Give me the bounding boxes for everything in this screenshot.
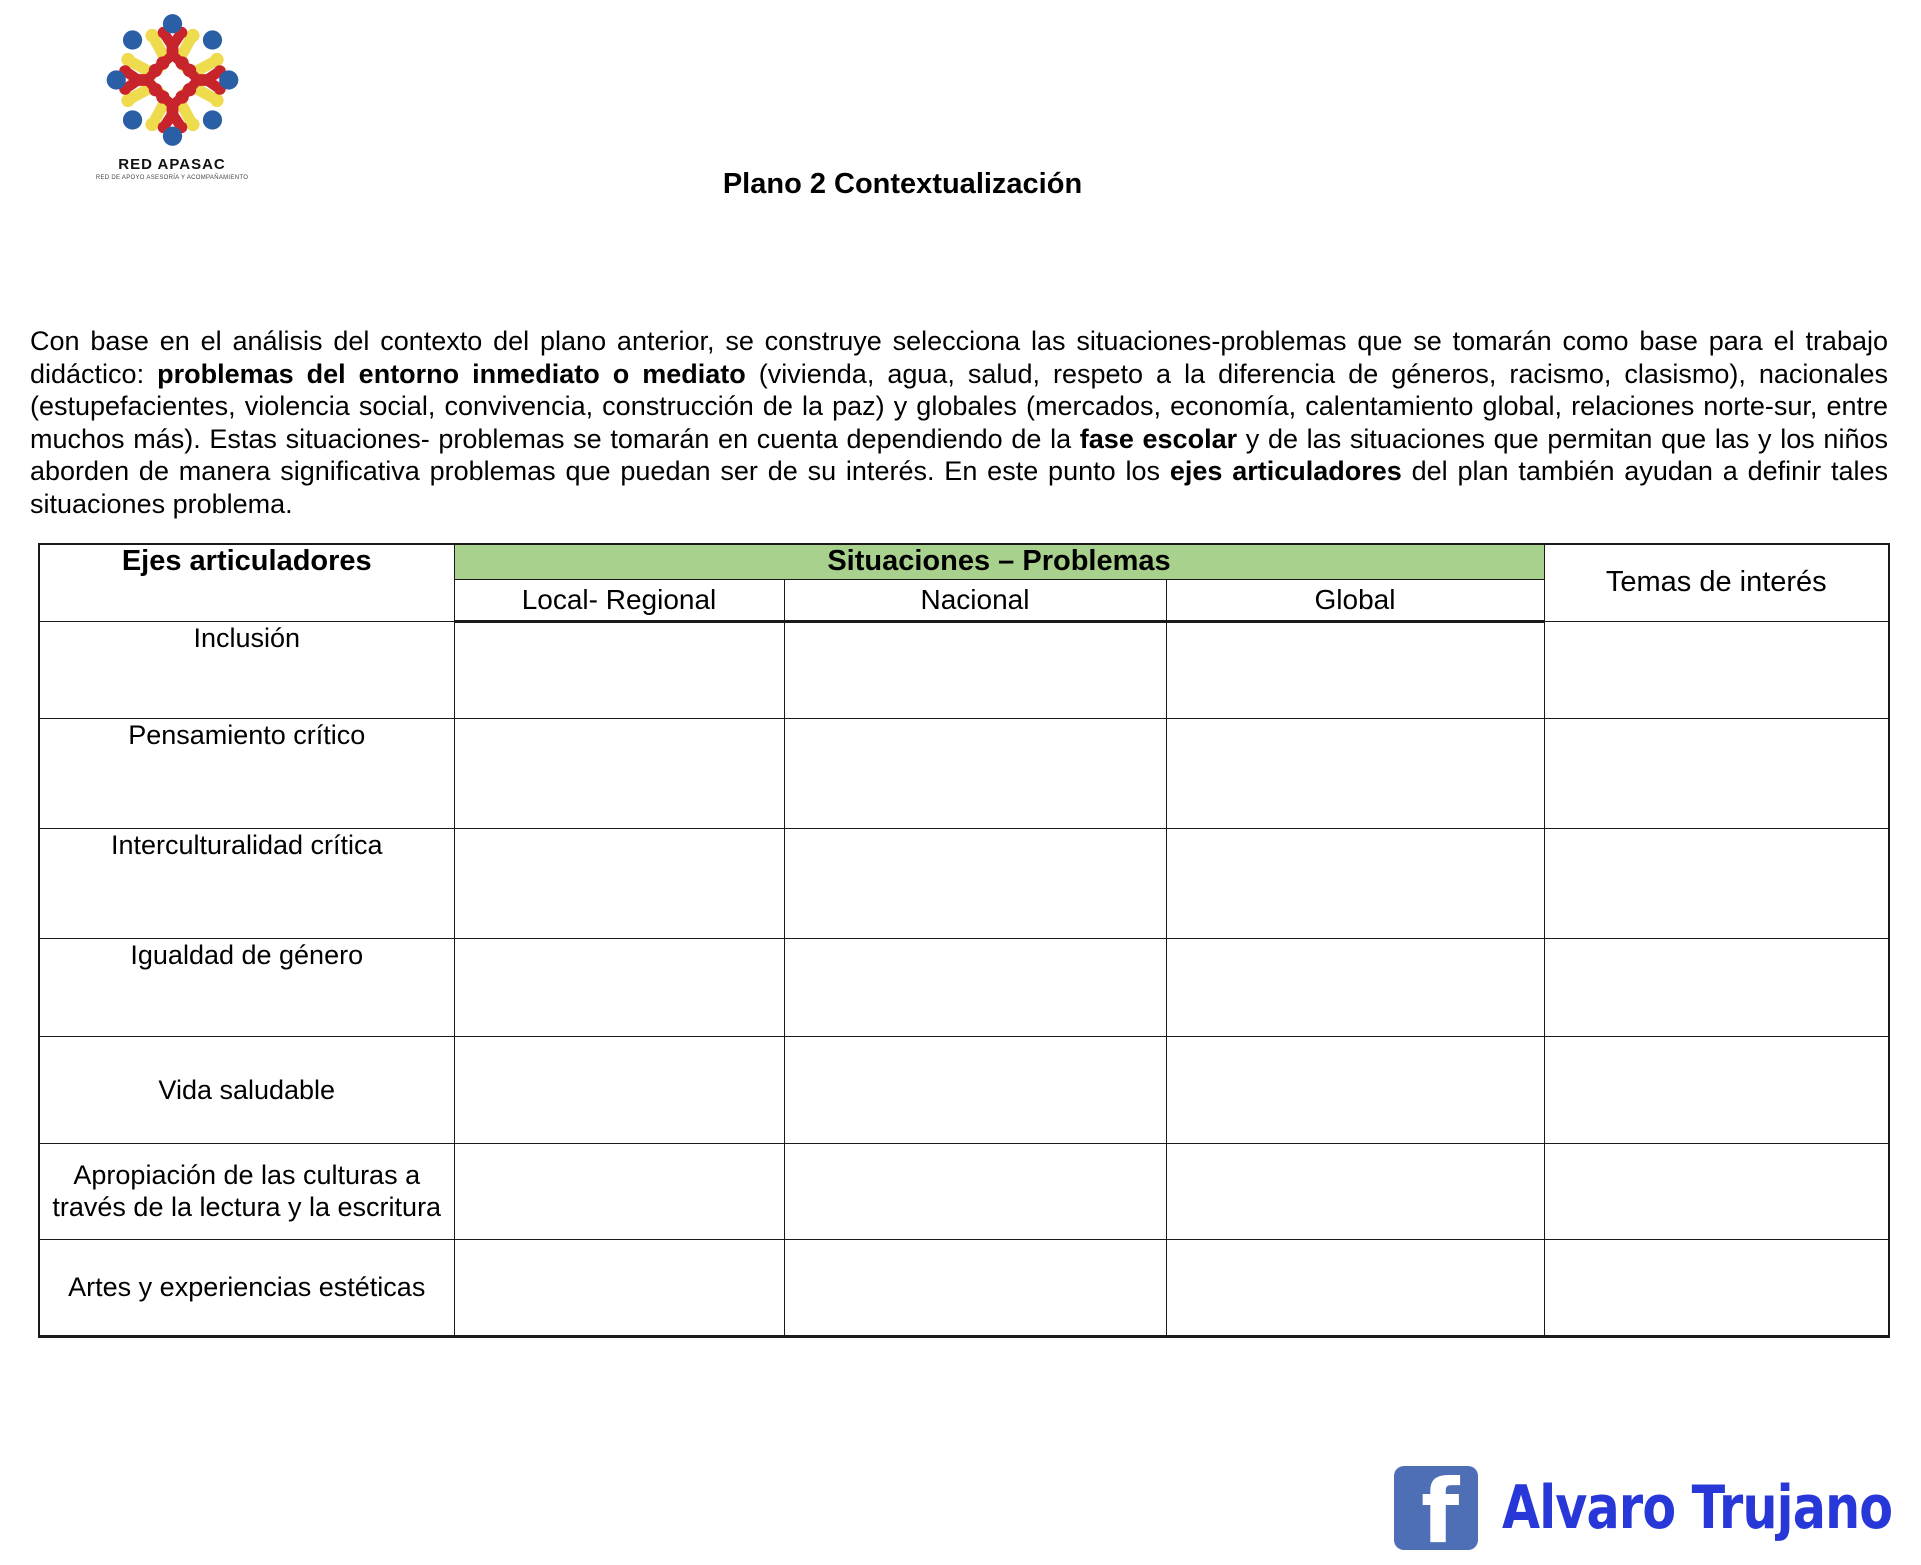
- table-cell-empty: [1544, 621, 1889, 718]
- table-cell-empty: [1544, 1143, 1889, 1239]
- table-cell-empty: [1166, 621, 1544, 718]
- table-cell-empty: [784, 621, 1166, 718]
- table-cell-empty: [454, 938, 784, 1036]
- table-cell-empty: [1166, 1143, 1544, 1239]
- table-row: [39, 828, 1889, 938]
- row-label-apropiacion-culturas: Apropiación de las culturas a través de la lectura y la escritura: [39, 1143, 454, 1239]
- table-cell-empty: [1166, 938, 1544, 1036]
- logo-title: RED APASAC: [118, 156, 226, 173]
- page-title: Plano 2 Contextualización: [722, 168, 1083, 200]
- title-row: [0, 168, 1805, 201]
- table-cell-empty: [1166, 718, 1544, 828]
- intro-bold-segment: ejes articuladores: [1169, 456, 1402, 487]
- header-local-regional: Local- Regional: [454, 579, 784, 621]
- table-row: [39, 1239, 1889, 1336]
- table-cell-empty: [784, 828, 1166, 938]
- table-cell-empty: [1544, 938, 1889, 1036]
- table-row: [39, 621, 1889, 718]
- row-label-igualdad-de-genero: Igualdad de género: [39, 938, 454, 1036]
- table-cell-empty: [1544, 1036, 1889, 1143]
- red-apasac-logo: [76, 6, 268, 181]
- table-row: [39, 718, 1889, 828]
- table-cell-empty: [454, 621, 784, 718]
- table-cell-empty: [454, 1143, 784, 1239]
- intro-text-segment: y de las situaciones que permitan que las y los niños aborden de manera significativa problemas que puedan ser de su interés. En este punto los: [30, 423, 1888, 487]
- table-cell-empty: [454, 1036, 784, 1143]
- table-cell-empty: [1544, 718, 1889, 828]
- table-cell-empty: [1166, 828, 1544, 938]
- table-cell-empty: [1544, 828, 1889, 938]
- table-row: [39, 1143, 1889, 1239]
- intro-bold-segment: problemas del entorno inmediato o mediato: [157, 358, 746, 389]
- row-label-inclusion: Inclusión: [39, 621, 454, 718]
- table-cell-empty: [784, 938, 1166, 1036]
- row-label-interculturalidad-critica: Interculturalidad crítica: [39, 828, 454, 938]
- header-nacional: Nacional: [784, 579, 1166, 621]
- table-row: [39, 1036, 1889, 1143]
- table-cell-empty: [454, 718, 784, 828]
- row-label-vida-saludable: Vida saludable: [39, 1036, 454, 1143]
- contextualization-table: [38, 543, 1890, 1338]
- table-cell-empty: [784, 1036, 1166, 1143]
- row-label-pensamiento-critico: Pensamiento crítico: [39, 718, 454, 828]
- facebook-f-glyph: f: [1421, 1466, 1460, 1550]
- header-ejes-articuladores: Ejes articuladores: [39, 544, 454, 621]
- facebook-icon[interactable]: [1394, 1466, 1478, 1550]
- header-global: Global: [1166, 579, 1544, 621]
- table-cell-empty: [454, 828, 784, 938]
- table-cell-empty: [784, 718, 1166, 828]
- logo-subtitle: RED DE APOYO ASESORÍA Y ACOMPAÑAMIENTO: [95, 175, 249, 181]
- facebook-profile-name[interactable]: Alvaro Trujano: [1502, 1473, 1893, 1543]
- intro-text-segment: Con base en el análisis del contexto del plano anterior, se construye selecciona las situaciones-problemas que se tomarán como base para el trabajo didáctico:: [30, 326, 1888, 389]
- header-temas-de-interes: Temas de interés: [1544, 544, 1889, 621]
- table-cell-empty: [784, 1239, 1166, 1336]
- mandala-logo-icon: [90, 6, 255, 154]
- table-cell-empty: [454, 1239, 784, 1336]
- header-situaciones-problemas: Situaciones – Problemas: [454, 544, 1544, 579]
- table-cell-empty: [1166, 1036, 1544, 1143]
- table-row: [39, 938, 1889, 1036]
- table-cell-empty: [784, 1143, 1166, 1239]
- intro-text-segment: del plan también ayudan a definir tales situaciones problema.: [30, 456, 1888, 519]
- intro-text-segment: (vivienda, agua, salud, respeto a la diferencia de géneros, racismo, clasismo), nacionales (estupefacientes, violencia social, convivencia, construcción de la paz) y globales (mercados, economía, calentamiento global, relaciones norte-sur, entre muchos más). Estas situaciones- problemas se tomarán en cuenta dependiendo de la: [30, 358, 1888, 454]
- table-cell-empty: [1544, 1239, 1889, 1336]
- row-label-artes-experiencias: Artes y experiencias estéticas: [39, 1239, 454, 1336]
- intro-paragraph: [30, 325, 1888, 521]
- table-cell-empty: [1166, 1239, 1544, 1336]
- intro-bold-segment: fase escolar: [1079, 423, 1238, 454]
